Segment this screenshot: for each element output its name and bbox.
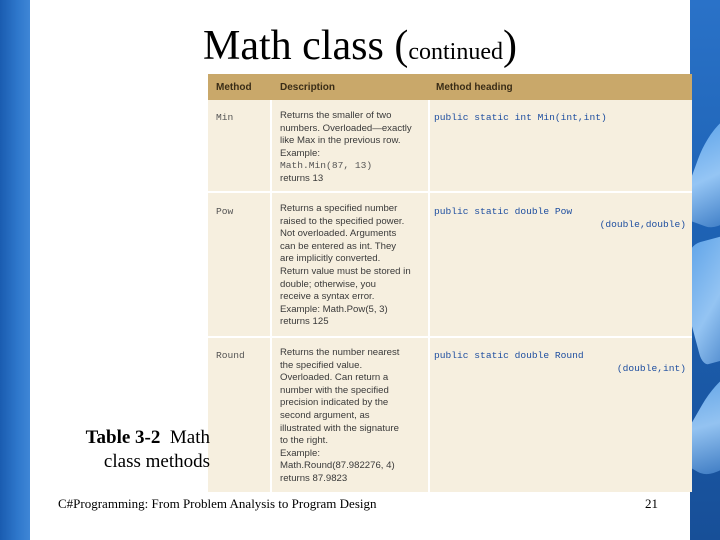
description-min [280,110,412,186]
desc-line: returns 87.9823 [280,472,348,484]
slide [30,0,690,540]
page-number: 21 [645,496,658,511]
row-divider [208,336,692,338]
heading-line: (double,int) [616,362,686,374]
desc-line: returns 125 [280,316,329,328]
slide-title: Math class (continued) [203,23,517,69]
desc-line: Math.Round(87.982276, 4) [280,460,395,472]
header-method-heading: Method heading [436,82,513,93]
heading-pow [434,206,686,231]
desc-line: Not overloaded. Arguments [280,228,397,240]
desc-line: precision indicated by the [280,397,389,409]
method-name-min: Min [216,112,234,123]
decor-leaf [690,353,720,487]
column-divider [270,100,272,492]
desc-line: Example: Math.Pow(5, 3) [280,303,388,315]
desc-line: like Max in the previous row. [280,135,401,147]
desc-line: Returns the smaller of two [280,110,392,121]
description-round [280,347,399,486]
desc-line: number with the specified [280,384,389,396]
row-divider [208,191,692,193]
method-name-pow: Pow [216,206,234,217]
table-caption: Table 3-2 Math class methods [85,427,210,472]
desc-line: Returns the number nearest [280,347,400,358]
math-methods-table [208,74,692,492]
desc-line: to the right. [280,435,328,447]
header-description: Description [280,82,336,93]
heading-line: public static int Min(int,int) [434,112,607,123]
decor-leaf [690,234,720,365]
desc-line: illustrated with the signature [280,422,399,434]
column-divider [428,100,430,492]
desc-line: Example: [280,447,320,459]
right-decor [690,0,720,540]
footer-text: C#Programming: From Problem Analysis to Program Design [58,496,377,511]
desc-line: the specified value. [280,359,363,371]
heading-line: public static double Round [434,350,584,361]
description-pow [280,203,411,329]
desc-line: Math.Min(87, 13) [280,160,373,172]
desc-line: raised to the specified power. [280,215,405,227]
decor-leaf [690,103,720,236]
heading-line: public static double Pow [434,206,573,217]
method-name-round: Round [216,350,245,361]
left-decor [0,0,30,540]
desc-line: receive a syntax error. [280,291,375,303]
table-header [208,74,692,100]
desc-line: can be entered as int. They [280,240,397,252]
desc-line: numbers. Overloaded—exactly [280,122,412,134]
desc-line: Overloaded. Can return a [280,372,389,384]
desc-line: returns 13 [280,172,324,184]
heading-round [434,350,686,375]
desc-line: double; otherwise, you [280,278,376,290]
desc-line: are implicitly converted. [280,253,381,265]
desc-line: Example: [280,147,320,159]
desc-line: Return value must be stored in [280,265,411,277]
heading-line: (double,double) [599,218,686,230]
desc-line: Returns a specified number [280,203,398,214]
heading-min [434,112,686,125]
desc-line: second argument, as [280,409,370,421]
header-method: Method [216,82,252,93]
